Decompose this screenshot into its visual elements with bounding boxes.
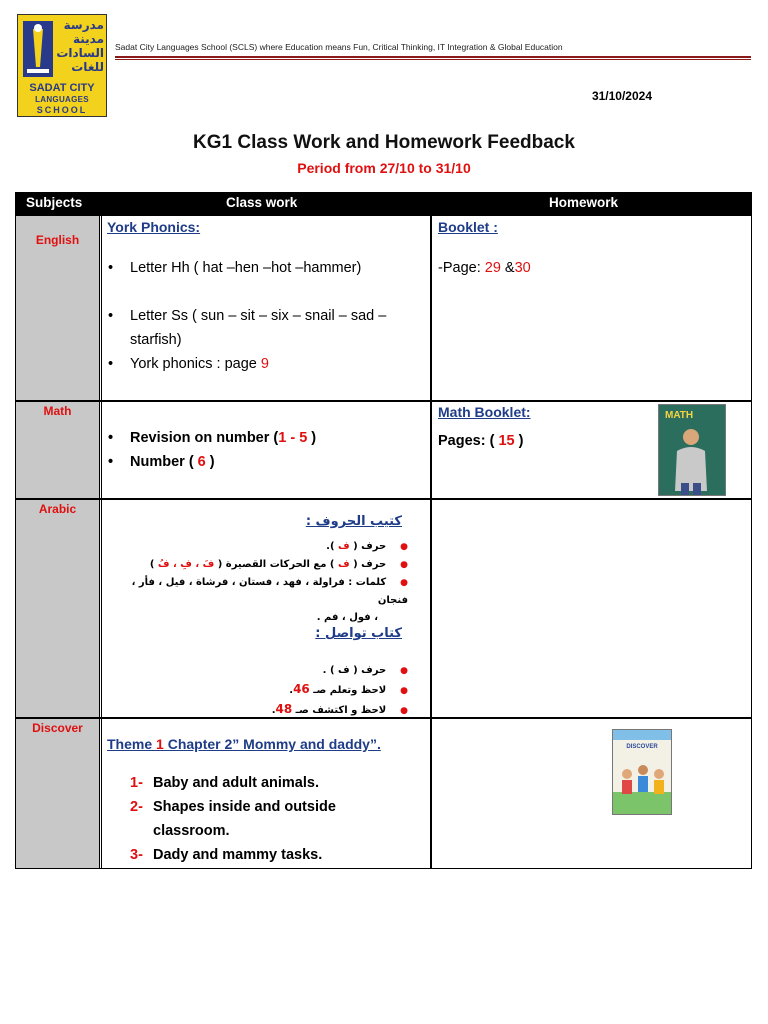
col-header-subjects: Subjects xyxy=(26,195,83,210)
bullet-icon: • xyxy=(108,356,114,372)
math-booklet-cover xyxy=(658,404,726,496)
bullet-icon: ● xyxy=(400,560,408,570)
arabic-heading-letters-booklet: كتيب الحروف : xyxy=(305,514,402,529)
col-header-classwork: Class work xyxy=(226,195,298,210)
list-item: ● لاحظ وتعلم صـ 46. xyxy=(289,682,408,696)
bullet-icon: ● xyxy=(400,542,408,552)
discover-book-cover xyxy=(612,729,672,815)
logo-english-text: SADAT CITY LANGUAGES SCHOOL xyxy=(29,82,95,115)
col-header-homework: Homework xyxy=(549,195,619,210)
list-item: • Revision on number (1 - 5 ) xyxy=(108,426,428,450)
subject-discover: Discover xyxy=(32,721,83,735)
col-divider xyxy=(101,216,102,868)
arabic-cw-list-2 xyxy=(104,662,408,720)
english-hw-heading: Booklet : xyxy=(438,219,498,235)
table-header-row xyxy=(15,192,752,216)
list-item: • York phonics : page 9 xyxy=(108,352,428,376)
math-hw-pages: Pages: ( 15 ) xyxy=(438,433,524,449)
english-hw-pages: -Page: 29 &30 xyxy=(438,260,531,276)
bullet-icon: • xyxy=(108,260,114,276)
bullet-icon: ● xyxy=(400,578,408,588)
list-item: ● حرف ( ف ) . xyxy=(322,665,408,676)
math-hw-heading: Math Booklet: xyxy=(438,404,531,420)
discover-cw-heading: Theme 1 Chapter 2” Mommy and daddy”. xyxy=(107,736,381,752)
list-item: ● حرف ( ف ) مع الحركات القصيرة ( فَ ، فِ ، فُ ) xyxy=(149,559,408,570)
page-title: KG1 Class Work and Homework Feedback xyxy=(193,132,575,153)
document-date: 31/10/2024 xyxy=(591,89,652,103)
english-cw-list xyxy=(108,256,428,376)
list-item: • Letter Ss ( sun – sit – six – snail – sad – starfish) xyxy=(108,304,428,352)
bullet-icon: ● xyxy=(400,666,408,676)
bullet-icon: ● xyxy=(400,686,408,696)
row-divider xyxy=(15,400,752,402)
math-book-title: MATH xyxy=(665,410,694,421)
school-logo xyxy=(17,14,107,117)
list-item: 2- Shapes inside and outside classroom. xyxy=(130,799,336,839)
list-item: ● لاحظ و اكتشف صـ 48. xyxy=(271,702,408,716)
math-cw-list xyxy=(108,426,428,474)
english-cw-heading: York Phonics: xyxy=(107,219,201,235)
bullet-icon: • xyxy=(108,308,114,324)
subject-column xyxy=(16,216,99,868)
school-tagline: Sadat City Languages School (SCLS) where Education means Fun, Critical Thinking, IT Integration & Global Education xyxy=(115,42,563,52)
subject-arabic: Arabic xyxy=(38,502,77,516)
list-item-continuation: ، فول ، فم . xyxy=(316,612,378,623)
torch-icon xyxy=(21,19,55,79)
bullet-icon: • xyxy=(108,430,114,446)
list-item: 3- Dady and mammy tasks. xyxy=(130,847,323,863)
col-divider xyxy=(430,216,432,868)
subject-english: English xyxy=(35,233,80,247)
teacher-picture-icon xyxy=(659,405,726,496)
list-item: • Letter Hh ( hat –hen –hot –hammer) xyxy=(108,256,428,280)
arabic-heading-communication-book: كتاب تواصل : xyxy=(315,626,402,641)
bullet-icon: • xyxy=(108,454,114,470)
discover-cw-list xyxy=(130,771,420,867)
arabic-cw-list-1 xyxy=(104,538,408,626)
header-rule-thin xyxy=(115,59,751,60)
list-item: ● كلمات : فراولة ، فهد ، فستان ، فرشاة ، فيل ، فأر ، فنجان xyxy=(131,577,408,606)
row-divider xyxy=(15,498,752,500)
bullet-icon: ● xyxy=(400,706,408,716)
logo-arabic-text: مدرسة مدينة السادات للغات xyxy=(56,18,104,74)
discover-book-title: DISCOVER xyxy=(626,744,658,750)
col-divider xyxy=(99,216,100,868)
subject-math: Math xyxy=(43,404,72,418)
list-item: • Number ( 6 ) xyxy=(108,450,428,474)
list-item: ● حرف ( ف ). xyxy=(326,541,408,552)
period-subtitle: Period from 27/10 to 31/10 xyxy=(297,160,471,176)
header-rule xyxy=(115,56,751,58)
children-picture-icon xyxy=(613,730,672,815)
list-item: 1- Baby and adult animals. xyxy=(130,775,319,791)
